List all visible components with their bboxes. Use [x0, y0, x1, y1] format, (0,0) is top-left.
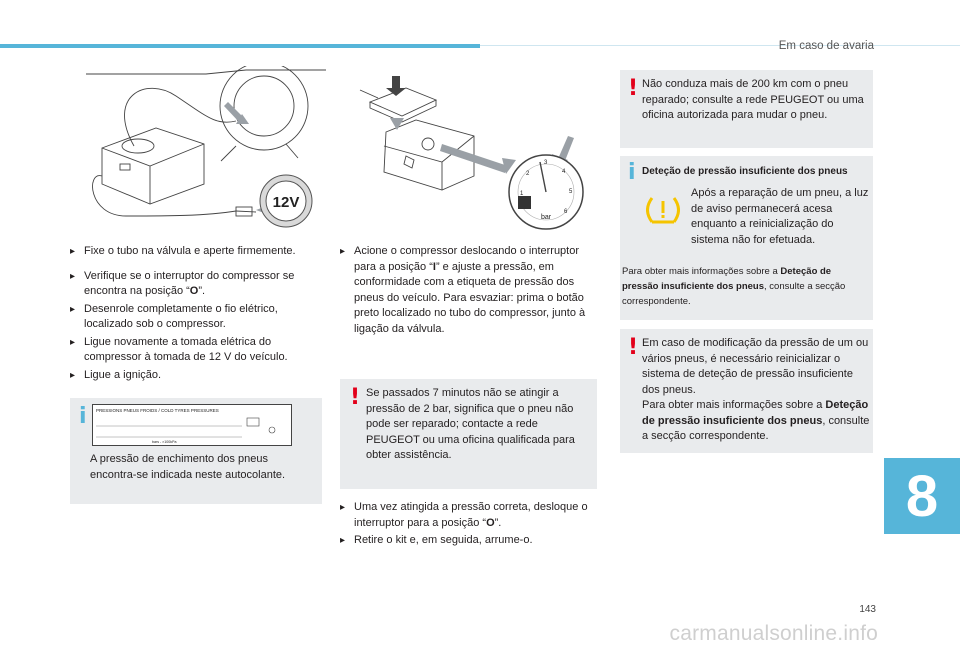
bullet-icon: ▸	[70, 303, 76, 315]
info-icon: i	[79, 404, 87, 429]
warning-box-7-minutes: ! Se passados 7 minutos não se atingir a pressão de 2 bar, significa que o pneu não pode ser reparado; contacte a rede PEUGEOT ou uma oficina qualificada para obter assistência.	[340, 379, 597, 489]
bullet-icon: ▸	[70, 336, 76, 348]
socket-label: 12V	[272, 194, 300, 211]
compressor-tyre-illustration	[86, 66, 326, 236]
sticker-unit: bars - ×100kPa	[152, 440, 177, 444]
list-item: ▸ Retire o kit e, em seguida, arrume-o.	[340, 533, 598, 549]
warning-icon: !	[350, 385, 361, 410]
list-item: ▸ Fixe o tubo na válvula e aperte firmemente.	[70, 244, 328, 260]
list-item: ▸ Verifique se o interruptor do compressor se encontra na posição “O”.	[70, 269, 328, 300]
info-box-pressure-detection: i Deteção de pressão insuficiente dos pneus Após a reparação de um pneu, a luz de aviso permanecerá acesa enquanto a reinicialização do sistema não for efetuada. Para obter mais informações sobre a Deteção de pressão insuficiente dos pneus, consulte a secção correspondente.	[620, 156, 873, 320]
col2-steps	[340, 244, 598, 339]
list-item: ▸ Ligue novamente a tomada elétrica do compressor à tomada de 12 V do veículo.	[70, 335, 328, 366]
bullet-icon: ▸	[340, 502, 346, 513]
warning-icon: !	[628, 335, 639, 360]
col1-steps	[70, 244, 328, 385]
page-number: 143	[859, 604, 876, 615]
tyre-pressure-warning-lamp-icon	[646, 194, 680, 224]
info-box-title: Deteção de pressão insuficiente dos pneus	[642, 166, 848, 177]
warning-icon: !	[628, 76, 639, 101]
gauge-tick: 1	[520, 191, 524, 197]
list-item: ▸ Uma vez atingida a pressão correta, desloque o interruptor para a posição “O”.	[340, 500, 598, 531]
gauge-tick: 6	[564, 209, 568, 215]
bullet-icon: ▸	[340, 535, 346, 546]
warning-box-200km: ! Não conduza mais de 200 km com o pneu reparado; consulte a rede PEUGEOT ou uma oficina autorizada para mudar o pneu.	[620, 70, 873, 148]
section-title: Em caso de avaria	[778, 40, 874, 52]
warning-box-reinitialize: ! Em caso de modificação da pressão de um ou vários pneus, é necessário reinicializar o sistema de deteção de pressão insuficiente dos pneus. Para obter mais informações sobre a Deteção de pressão insuficiente dos pneus, consulte a secção correspondente.	[620, 329, 873, 453]
list-item: ▸ Desenrole completamente o fio elétrico, localizado sob o compressor.	[70, 302, 328, 333]
gauge-tick: 5	[569, 189, 573, 195]
info-box-reference: Para obter mais informações sobre a Deteção de pressão insuficiente dos pneus, consulte a secção correspondente.	[622, 266, 846, 307]
watermark: carmanualsonline.info	[669, 622, 878, 645]
list-item: ▸ Ligue a ignição.	[70, 368, 328, 384]
sticker-title: PRESSIONS PNEUS FROIDS / COLD TYRES PRESSURES	[96, 408, 219, 413]
bullet-icon: ▸	[70, 246, 76, 257]
bullet-icon: ▸	[70, 369, 76, 381]
gauge-tick: 2	[526, 171, 530, 177]
bullet-icon: ▸	[70, 270, 76, 282]
col2-final-steps	[340, 500, 598, 551]
header-accent-bar	[0, 44, 480, 48]
bullet-icon: ▸	[340, 246, 346, 257]
header-rule	[480, 45, 960, 46]
chapter-tab: 8	[884, 458, 960, 534]
gauge-tick: 3	[544, 160, 548, 166]
compressor-gauge-illustration	[356, 72, 596, 237]
info-box-tyre-label: i PRESSIONS PNEUS FROIDS / COLD TYRES PRESSURES bars - ×100kPa A pressão de enchimento dos pneus encontra-se indicada neste autocolante.	[70, 398, 322, 504]
info-icon: i	[628, 160, 636, 185]
gauge-tick: 4	[562, 169, 566, 175]
list-item: ▸ Acione o compressor deslocando o interruptor para a posição “I” e ajuste a pressão, em conformidade com a etiqueta de pressão dos pneus do veículo. Para esvaziar: prima o botão preto localizado no tubo do compressor, junto à ligação da válvula.	[340, 244, 598, 337]
tyre-pressure-sticker-image	[92, 404, 292, 446]
gauge-unit: bar	[540, 214, 552, 221]
